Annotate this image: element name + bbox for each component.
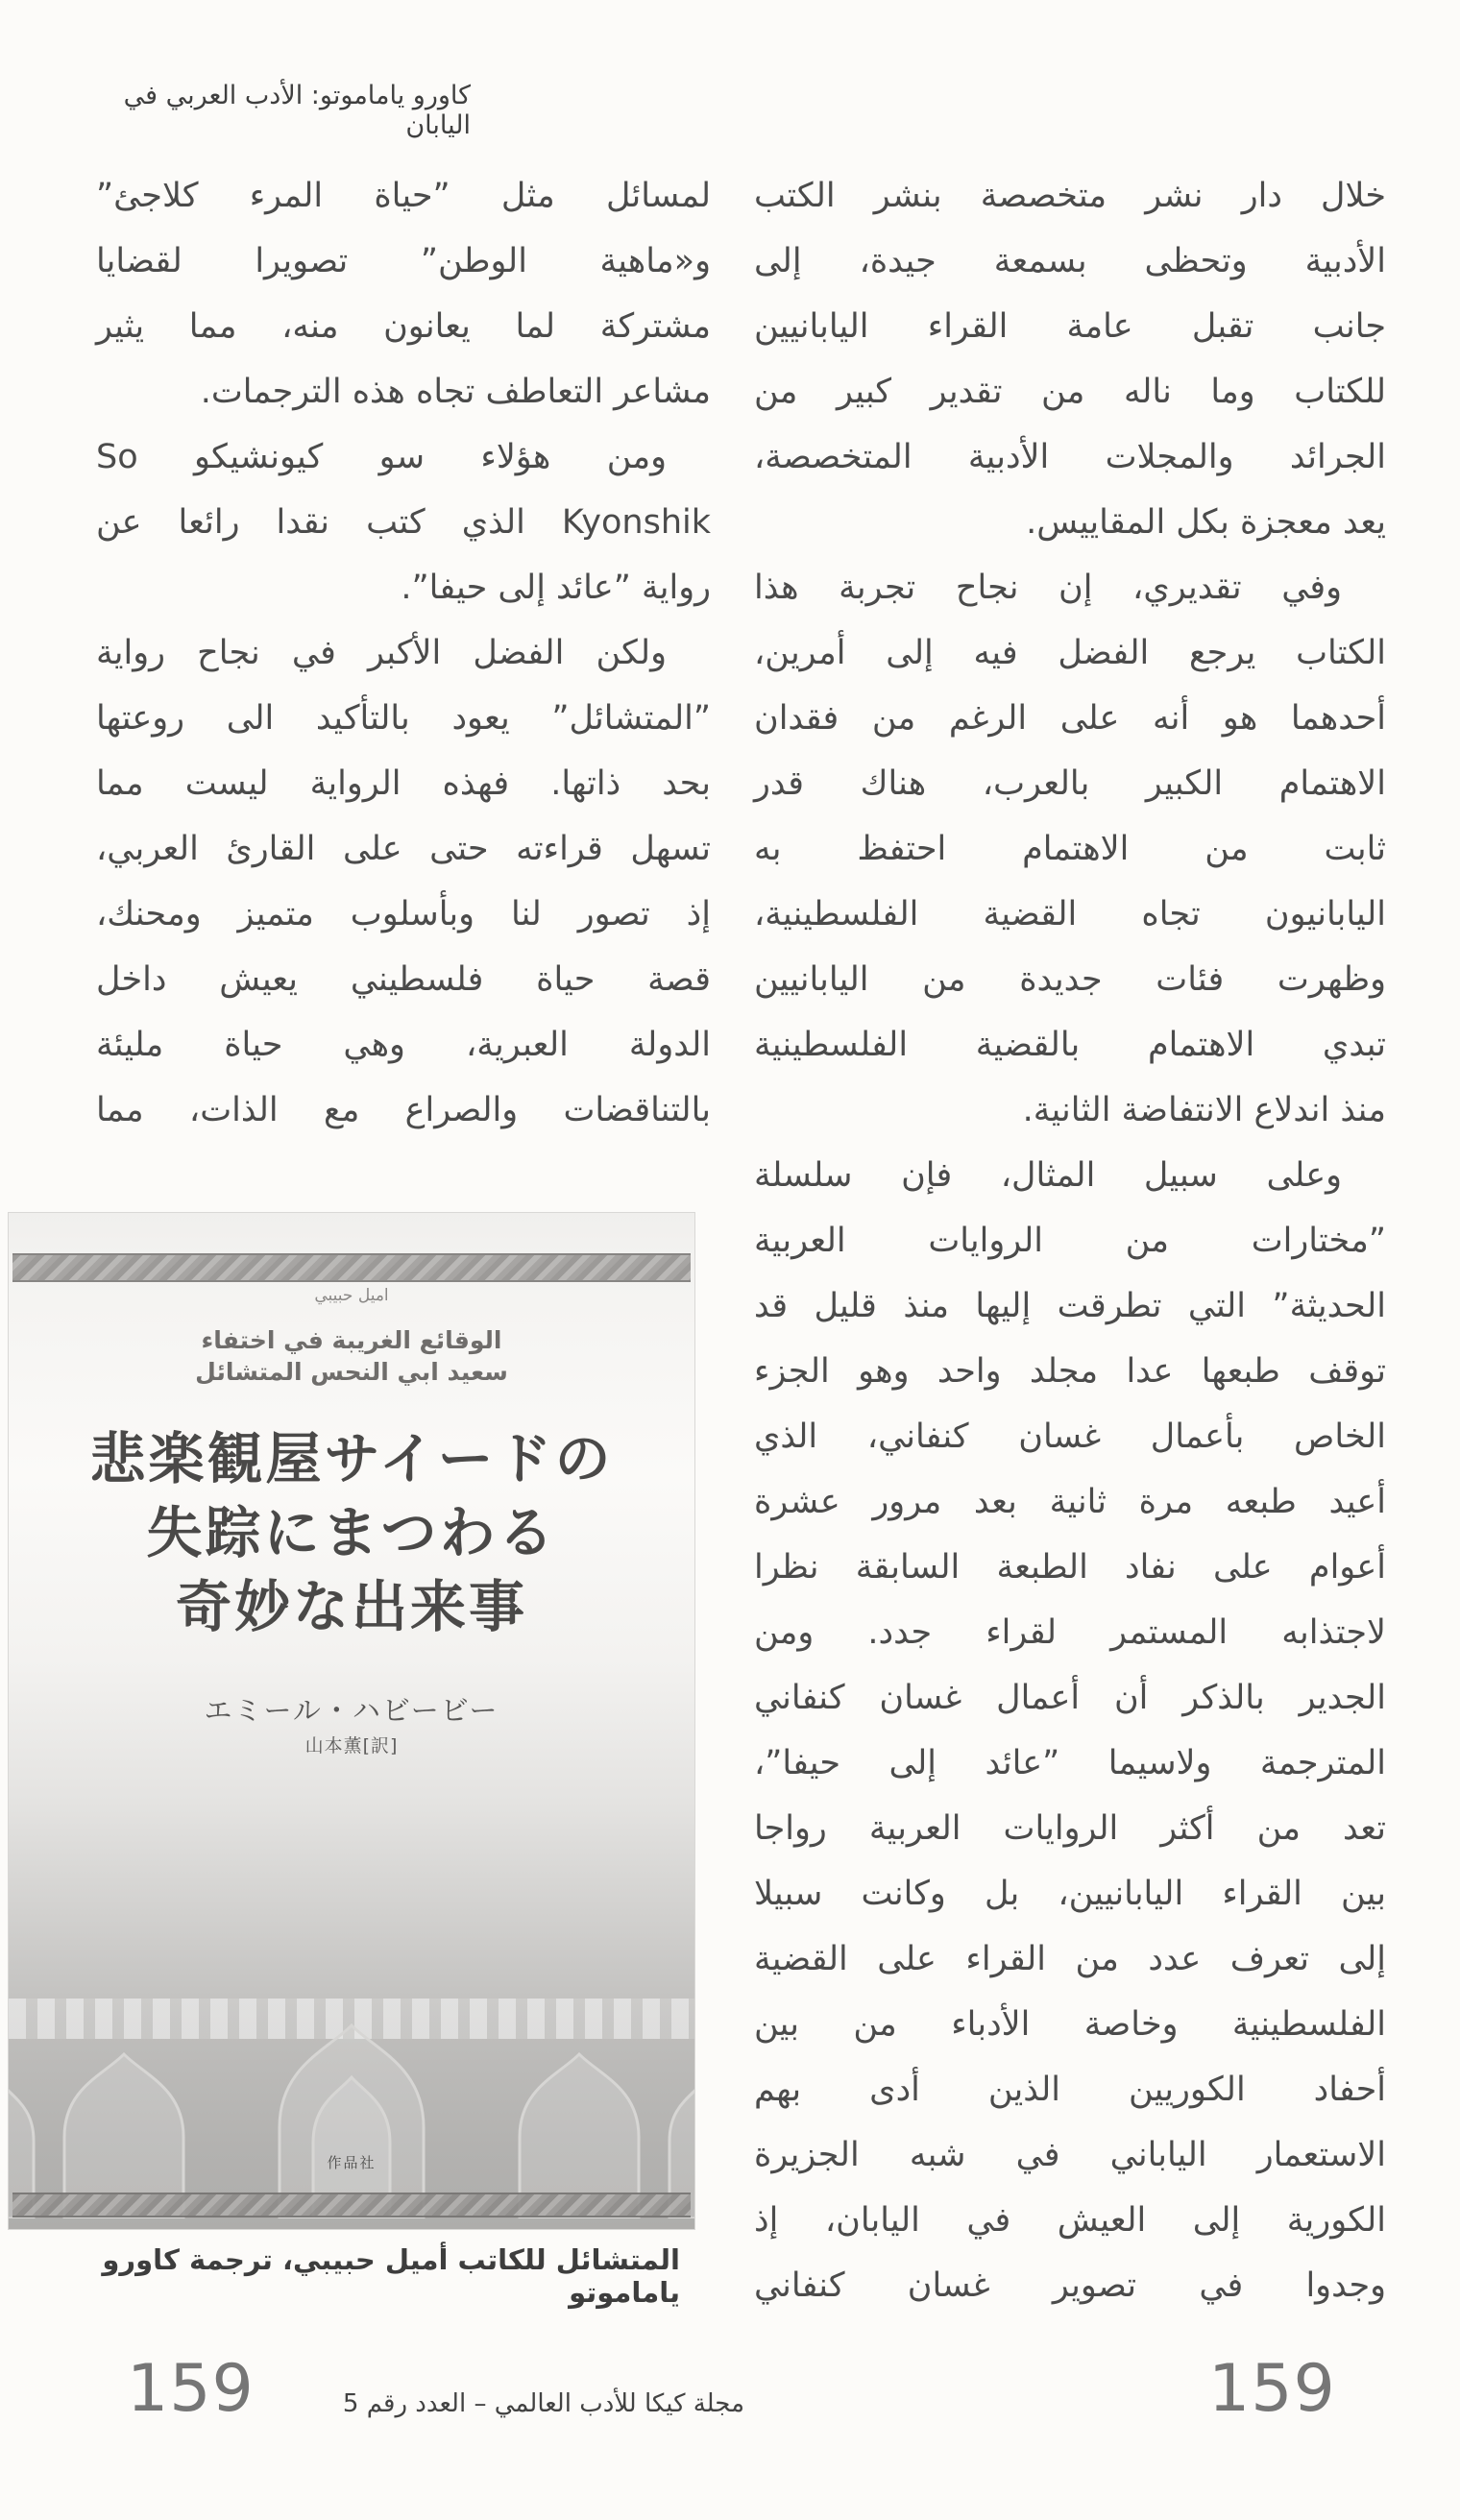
cover-ornament-border-top	[12, 1253, 691, 1282]
text-line: الاستعمار الياباني في شبه الجزيرة	[754, 2136, 1386, 2174]
cover-author-japanese: エミール・ハビービー	[204, 1694, 499, 1727]
cover-publisher-mark: 作品社	[327, 2154, 377, 2171]
text-line: أحفاد الكوريين الذين أدى بهم	[754, 2071, 1386, 2109]
text-line: الأدبية وتحظى بسمعة جيدة، إلى	[754, 242, 1386, 280]
cover-arch-pattern	[9, 2022, 694, 2218]
text-line: خلال دار نشر متخصصة بنشر الكتب	[754, 177, 1386, 215]
text-line: تسهل قراءته حتى على القارئ العربي،	[96, 830, 711, 868]
text-line: الحديثة” التي تطرقت إليها منذ قليل قد	[754, 1287, 1386, 1325]
text-line: للكتاب وما ناله من تقدير كبير من	[754, 373, 1386, 411]
text-line: وظهرت فئات جديدة من اليابانيين	[754, 960, 1386, 999]
text-column-left	[96, 163, 711, 1143]
page-number-right: 159	[1208, 2351, 1336, 2427]
text-line: أحدهما هو أنه على الرغم من فقدان	[754, 699, 1386, 738]
text-line: لمسائل مثل ”حياة المرء كلاجئ”	[96, 177, 711, 215]
cover-title-japanese-line1: 悲楽観屋サイードの	[89, 1426, 614, 1491]
text-line: أعيد طبعه مرة ثانية بعد مرور عشرة	[754, 1483, 1386, 1521]
book-caption: المتشائل للكاتب أميل حبيبي، ترجمة كاورو ياماموتو	[102, 2243, 680, 2309]
text-line: تبدي الاهتمام بالقضية الفلسطينية	[754, 1026, 1386, 1064]
text-line: مشاعر التعاطف تجاه هذه الترجمات.	[200, 373, 711, 411]
page-number-left: 159	[127, 2351, 255, 2427]
text-line: الكورية إلى العيش في اليابان، إذ	[754, 2201, 1386, 2240]
text-line: الجدير بالذكر أن أعمال غسان كنفاني	[754, 1679, 1386, 1717]
text-line: وعلى سبيل المثال، فإن سلسلة	[754, 1156, 1342, 1195]
text-line: بين القراء اليابانيين، بل وكانت سبيلا	[754, 1875, 1386, 1913]
text-line: بحد ذاتها. فهذه الرواية ليست مما	[96, 764, 711, 803]
text-line: قصة حياة فلسطيني يعيش داخل	[96, 960, 711, 999]
text-line: الخاص بأعمال غسان كنفاني، الذي	[754, 1418, 1386, 1456]
text-line: رواية ”عائد إلى حيفا”.	[401, 569, 711, 607]
text-line: وجدوا في تصوير غسان كنفاني	[754, 2266, 1386, 2305]
text-line: ”المتشائل” يعود بالتأكيد الى روعتها	[96, 699, 711, 738]
text-line: ومن هؤلاء سو كيونشيكو So	[96, 438, 667, 476]
text-line: جانب تقبل عامة القراء اليابانيين	[754, 307, 1386, 346]
cover-ornament-border-bottom	[12, 2193, 691, 2217]
text-line: ثابت من الاهتمام احتفظ به	[754, 830, 1386, 868]
text-line: و«ماهية الوطن” تصويرا لقضايا	[96, 242, 711, 280]
footer-journal-title: مجلة كيكا للأدب العالمي – العدد رقم 5	[342, 2389, 744, 2418]
cover-title-arabic-line1: الوقائع الغريبة في اختفاء	[201, 1326, 502, 1354]
text-line: يعد معجزة بكل المقاييس.	[1026, 503, 1386, 542]
text-line: Kyonshik الذي كتب نقدا رائعا عن	[96, 503, 711, 542]
text-line: توقف طبعها عدا مجلد واحد وهو الجزء	[754, 1352, 1386, 1391]
cover-title-japanese-line3: 奇妙な出来事	[175, 1574, 527, 1639]
text-line: بالتناقضات والصراع مع الذات، مما	[96, 1091, 711, 1129]
text-line: إلى تعرف عدد من القراء على القضية	[754, 1940, 1386, 1978]
cover-title-japanese-line2: 失踪にまつわる	[146, 1500, 557, 1565]
text-line: لاجتذابه المستمر لقراء جدد. ومن	[754, 1613, 1386, 1652]
cover-title-arabic-line2: سعيد ابي النحس المتشائل	[195, 1358, 508, 1386]
cover-translator-japanese: 山本薫[訳]	[304, 1735, 399, 1757]
page-header: كاورو ياماموتو: الأدب العربي في اليابان	[123, 81, 471, 140]
text-line: الاهتمام الكبير بالعرب، هناك قدر	[754, 764, 1386, 803]
text-line: الكتاب يرجع الفضل فيه إلى أمرين،	[754, 634, 1386, 672]
text-line: ”مختارات من الروايات العربية	[754, 1222, 1386, 1260]
text-line: الجرائد والمجلات الأدبية المتخصصة،	[754, 438, 1386, 476]
cover-title-arabic	[9, 1324, 694, 1388]
text-line: تعد من أكثر الروايات العربية رواجا	[754, 1809, 1386, 1848]
text-line: منذ اندلاع الانتفاضة الثانية.	[1022, 1091, 1386, 1129]
cover-title-japanese	[9, 1422, 694, 1644]
text-line: مشتركة لما يعانون منه، مما يثير	[96, 307, 711, 346]
text-line: إذ تصور لنا وبأسلوب متميز ومحنك،	[96, 895, 711, 933]
text-line: وفي تقديري، إن نجاح تجربة هذا	[754, 569, 1342, 607]
text-column-right	[754, 163, 1386, 2318]
text-line: المترجمة ولاسيما ”عائد إلى حيفا”،	[754, 1744, 1386, 1782]
text-line: أعوام على نفاد الطبعة السابقة نظرا	[754, 1548, 1386, 1587]
text-line: اليابانيون تجاه القضية الفلسطينية،	[754, 895, 1386, 933]
book-cover-image	[8, 1212, 695, 2230]
text-line: الفلسطينية وخاصة الأدباء من بين	[754, 2005, 1386, 2044]
text-line: الدولة العبرية، وهي حياة مليئة	[96, 1026, 711, 1064]
cover-author-arabic: اميل حبيبي	[314, 1286, 389, 1305]
text-line: ولكن الفضل الأكبر في نجاح رواية	[96, 634, 667, 672]
